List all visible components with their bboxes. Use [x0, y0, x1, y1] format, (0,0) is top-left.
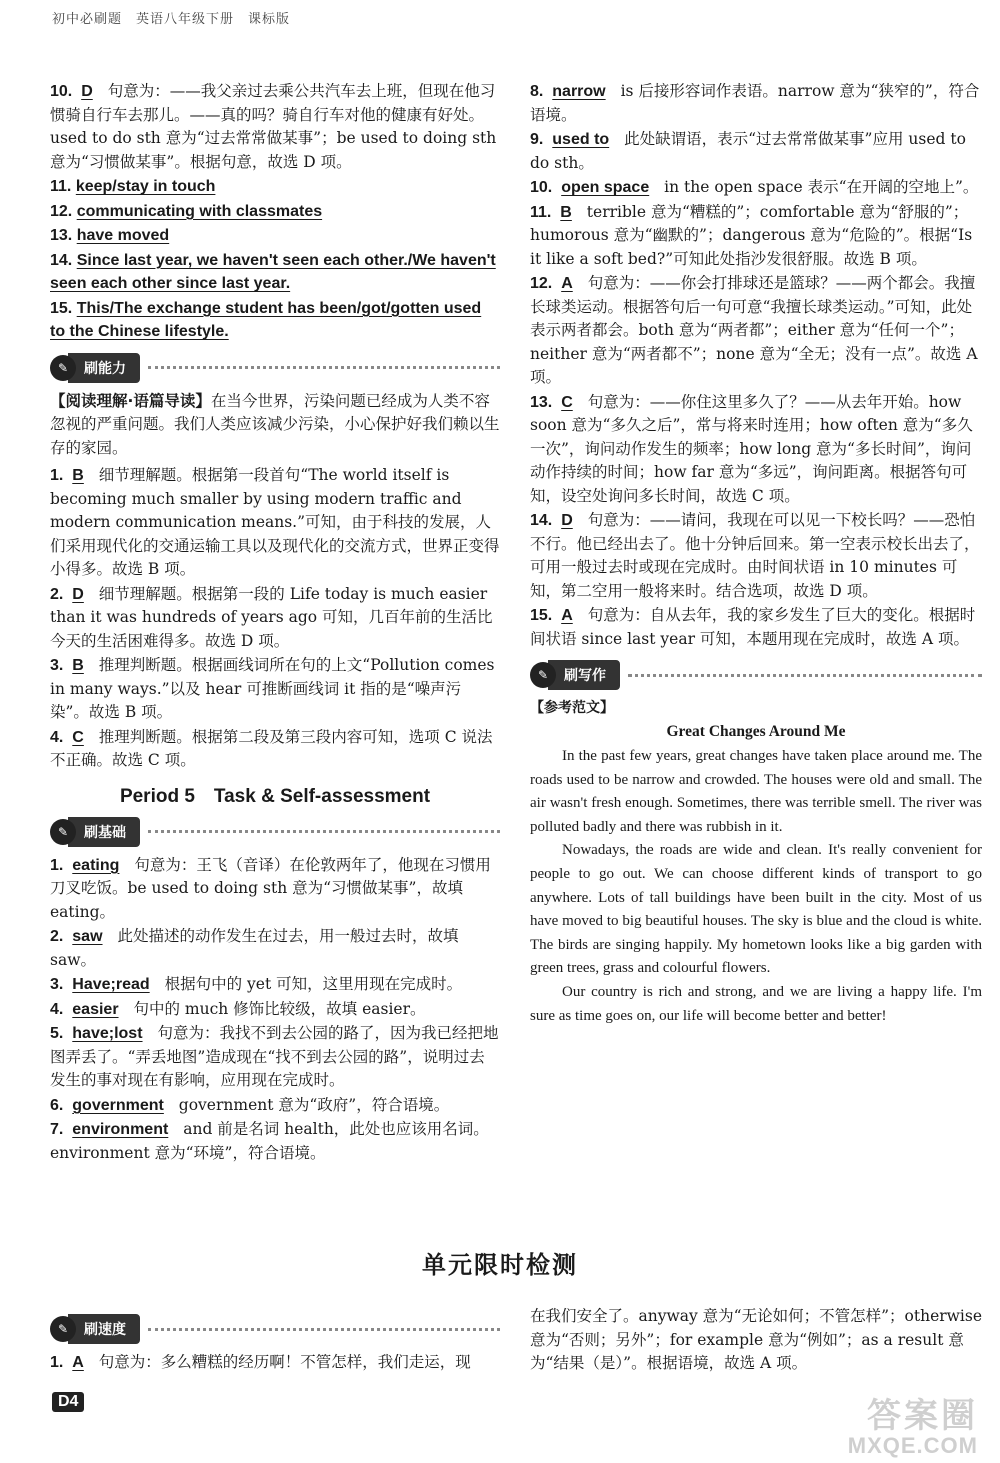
- item-number: 1.: [50, 1354, 64, 1371]
- item-answer: saw: [72, 928, 103, 945]
- dotted-rule: [628, 674, 982, 677]
- bottom-left-column: [50, 1305, 500, 1376]
- item-answer: A: [561, 607, 573, 624]
- book-icon: ✎: [50, 819, 76, 845]
- answer-item: [50, 249, 500, 296]
- answer-item: [50, 973, 500, 997]
- item-number: 13.: [530, 393, 553, 411]
- item-explanation: 句意为：多么糟糕的经历啊！不管怎样，我们走运，现: [98, 1353, 471, 1371]
- item-explanation: government 意为“政府”，符合语境。: [178, 1095, 450, 1114]
- item-explanation: 句意为：王飞（音译）在伦敦两年了，他现在习惯用刀叉吃饭。be used to doing sth 意为“习惯做某事”，故填 eating。: [50, 855, 491, 921]
- item-number: 11.: [530, 203, 552, 221]
- item-answer: have moved: [76, 227, 170, 244]
- item-number: 5.: [50, 1025, 64, 1042]
- item-number: 3.: [50, 976, 64, 993]
- essay-paragraph: Our country is rich and strong, and we are living a happy life. I'm sure as time goes on, our life will become better and better!: [530, 983, 982, 1024]
- item-answer: keep/stay in touch: [75, 178, 216, 195]
- item-answer: communicating with classmates: [76, 202, 323, 220]
- item-answer: A: [561, 275, 573, 292]
- item-number: 9.: [530, 131, 544, 148]
- item-number: 11.: [50, 178, 72, 195]
- item-explanation: 细节理解题。根据第一段的 Life today is much easier than it was hundreds of years ago 可知，几百年前的生活比今天的生活困难得多。故选 D 项。: [50, 584, 493, 650]
- item-answer: open space: [561, 179, 650, 196]
- badge-label: 刷基础: [68, 817, 140, 847]
- item-number: 1.: [50, 856, 64, 874]
- answer-item: [50, 583, 500, 654]
- book-icon: ✎: [530, 662, 556, 688]
- reading-guide: [50, 390, 500, 461]
- essay-paragraph: Nowadays, the roads are wide and clean. It's really convenient for people to go out. We can choose different kinds of transport to go anywhere. Lots of tall buildings have been built in the city. Most of us have moved to big beautiful houses. The sky is blue and the cloud is white. The birds are singing happily. My hometown looks like a big garden with green trees, grass and colourful flowers.: [530, 842, 982, 977]
- answer-item: [50, 297, 500, 344]
- item-number: 12.: [50, 202, 73, 220]
- answer-item: [50, 1094, 500, 1118]
- item-explanation: in the open space 表示“在开阔的空地上”。: [664, 178, 979, 196]
- item-answer: easier: [72, 1000, 119, 1018]
- item-number: 6.: [50, 1096, 64, 1114]
- answer-item: [530, 272, 982, 390]
- dotted-rule: [148, 366, 500, 369]
- answer-item: [530, 201, 982, 272]
- answer-item: [50, 854, 500, 925]
- item-explanation: 此处缺谓语，表示“过去常常做某事”应用 used to do sth。: [530, 130, 966, 172]
- item-number: 7.: [50, 1121, 64, 1138]
- watermark: [848, 1388, 978, 1459]
- item-answer: B: [72, 657, 84, 674]
- answer-item: [50, 1022, 500, 1093]
- answer-item: [50, 200, 500, 224]
- item-answer: D: [561, 512, 573, 529]
- answer-item: [50, 726, 500, 773]
- answer-item: [50, 464, 500, 582]
- essay-body: [530, 745, 982, 1028]
- item-answer: A: [72, 1354, 84, 1371]
- item-number: 15.: [530, 607, 553, 624]
- unit-title: 单元限时检测: [422, 1251, 578, 1279]
- item-explanation: 句意为：——我父亲过去乘公共汽车去上班，但现在他习惯骑自行车去那儿。——真的吗？骑自行车对他的健康有好处。used to do sth 意为“过去常常做某事”；be used to doing sth 意为“习惯做某事”。根据句意，故选 D 项。: [50, 82, 497, 171]
- item-answer: C: [561, 393, 573, 411]
- answer-item: [50, 654, 500, 725]
- badge-label: 刷能力: [68, 353, 140, 383]
- item-answer: Have;read: [72, 976, 150, 993]
- answer-item: [530, 80, 982, 127]
- item-explanation: and 前是名词 health，此处也应该用名词。environment 意为“环境”，符合语境。: [50, 1120, 489, 1162]
- item-answer: B: [72, 467, 84, 484]
- item-answer: used to: [552, 131, 610, 148]
- item-explanation: 句意为：我找不到去公园的路了，因为我已经把地图弄丢了。“弄丢地图”造成现在“找不到去公园的路”，说明过去发生的事对现在有影响，应用现在完成时。: [50, 1024, 499, 1089]
- section-badge-ability: [50, 354, 500, 382]
- item-answer: D: [81, 83, 93, 100]
- guide-text: 在当今世界，污染问题已经成为人类不容忽视的严重问题。我们人类应该减少污染，小心保护好我们赖以生存的家园。: [50, 391, 500, 457]
- book-icon: ✎: [50, 1316, 76, 1342]
- answer-item: [530, 128, 982, 175]
- item-explanation: 此处描述的动作发生在过去，用一般过去时，故填 saw。: [50, 927, 459, 969]
- watermark-text: 答案圈: [867, 1397, 978, 1435]
- answer-item: [50, 80, 500, 174]
- item-explanation: 句中的 much 修饰比较级，故填 easier。: [133, 999, 426, 1018]
- answer-item: [50, 224, 500, 248]
- essay-title: Great Changes Around Me: [666, 723, 846, 740]
- answer-item: [50, 175, 500, 199]
- item-number: 1.: [50, 467, 64, 484]
- item-answer: Since last year, we haven't seen each other./We haven't seen each other since last year.: [50, 251, 496, 292]
- answer-item: [50, 925, 500, 972]
- section-badge-basic: [50, 818, 500, 846]
- answer-item: [530, 391, 982, 509]
- item-number: 14.: [530, 512, 553, 529]
- period-title: Period 5 Task & Self-assessment: [119, 785, 431, 807]
- item-number: 4.: [50, 1000, 64, 1018]
- item-answer: C: [72, 728, 84, 746]
- page-header: 初中必刷题 英语八年级下册 课标版: [52, 12, 291, 27]
- badge-label: 刷写作: [548, 660, 620, 690]
- item-number: 2.: [50, 928, 64, 945]
- answer-continuation: [530, 1305, 982, 1376]
- left-column: [50, 80, 500, 1166]
- watermark-url: MXQE.COM: [847, 1433, 978, 1458]
- answer-item: [50, 1351, 500, 1375]
- item-explanation: 在我们安全了。anyway 意为“无论如何；不管怎样”；otherwise 意为“否则；另外”；for example 意为“例如”；as a result 意为“结果（是）”。根据语境，故选 A 项。: [530, 1307, 982, 1372]
- item-answer: B: [560, 203, 572, 221]
- item-explanation: is 后接形容词作表语。narrow 意为“狭窄的”，符合语境。: [530, 82, 980, 124]
- item-number: 8.: [530, 83, 544, 100]
- item-answer: D: [72, 585, 84, 603]
- item-number: 12.: [530, 275, 553, 292]
- answer-item: [50, 998, 500, 1022]
- answer-item: [50, 1118, 500, 1165]
- item-number: 10.: [50, 83, 73, 100]
- item-explanation: 细节理解题。根据第一段首句“The world itself is becoming much smaller by using modern traffic and modern communication means.”可知，由于科技的发展，人们采用现代化的交通运输工具以及现代化的交流方式，世界正变得小得多。故选 B 项。: [50, 466, 500, 578]
- answer-item: [530, 176, 982, 200]
- book-icon: ✎: [50, 355, 76, 381]
- bottom-right-column: [530, 1305, 982, 1377]
- item-answer: have;lost: [72, 1025, 143, 1042]
- item-number: 3.: [50, 657, 64, 674]
- reference-tag: 【参考范文】: [530, 700, 614, 716]
- item-number: 15.: [50, 299, 73, 317]
- item-answer: government: [72, 1096, 164, 1114]
- essay-paragraph: In the past few years, great changes have taken place around me. The roads used to be narrow and crowded. The houses were old and small. The air wasn't fresh enough. Sometimes, there was terrible smell. The river was polluted badly and there was rubbish in it.: [530, 748, 982, 835]
- guide-tag: 【阅读理解·语篇导读】: [50, 391, 211, 410]
- section-badge-writing: [530, 661, 982, 689]
- section-badge-speed: [50, 1315, 500, 1343]
- item-number: 13.: [50, 227, 73, 244]
- item-explanation: 句意为：——你会打排球还是篮球？——两个都会。我擅长球类运动。根据答句后一句可意“我擅长球类运动。”可知，此处表示两者都会。both 意为“两者都”；either 意为“任何一个”；neither 意为“两者都不”；none 意为“全无；没有一点”。故选 A 项。: [530, 274, 978, 386]
- answer-item: [530, 604, 982, 651]
- item-number: 14.: [50, 251, 73, 269]
- item-number: 2.: [50, 585, 64, 603]
- item-answer: This/The exchange student has been/got/gotten used to the Chinese lifestyle.: [50, 299, 482, 340]
- item-explanation: 根据句中的 yet 可知，这里用现在完成时。: [164, 975, 463, 993]
- badge-label: 刷速度: [68, 1314, 140, 1344]
- item-explanation: 句意为：自从去年，我的家乡发生了巨大的变化。根据时间状语 since last year 可知，本题用现在完成时，故选 A 项。: [530, 606, 976, 648]
- item-explanation: terrible 意为“糟糕的”；comfortable 意为“舒服的”；humorous 意为“幽默的”；dangerous 意为“危险的”。根据“Is it like a soft bed?”可知此处指沙发很舒服。故选 B 项。: [530, 202, 973, 268]
- item-answer: eating: [72, 856, 120, 874]
- item-explanation: 句意为：——你住这里多久了？——从去年开始。how soon 意为“多久之后”，常与将来时连用；how often 意为“多久一次”，询问动作发生的频率；how long 意为“多长时间”，询问动作持续的时间；how far 意为“多远”，询问距离。根据答句可知，设空处询问多长时间，故选 C 项。: [530, 392, 973, 505]
- item-answer: environment: [72, 1121, 169, 1138]
- item-number: 10.: [530, 179, 553, 196]
- item-number: 4.: [50, 728, 64, 746]
- item-answer: narrow: [552, 83, 606, 100]
- dotted-rule: [148, 1328, 500, 1331]
- dotted-rule: [148, 830, 500, 833]
- item-explanation: 推理判断题。根据画线词所在句的上文“Pollution comes in many ways.”以及 hear 可推断画线词 it 指的是“噪声污染”。故选 B 项。: [50, 656, 495, 721]
- right-column: [530, 80, 982, 1028]
- answer-item: [530, 509, 982, 603]
- page-number: D4: [52, 1392, 84, 1412]
- item-explanation: 推理判断题。根据第二段及第三段内容可知，选项 C 说法不正确。故选 C 项。: [50, 727, 493, 769]
- item-explanation: 句意为：——请问，我现在可以见一下校长吗？——恐怕不行。他已经出去了。他十分钟后回来。第一空表示校长出去了，可用一般过去时或现在完成时。由时间状语 in 10 minutes 可知，第二空用一般将来时。结合选项，故选 D 项。: [530, 511, 980, 600]
